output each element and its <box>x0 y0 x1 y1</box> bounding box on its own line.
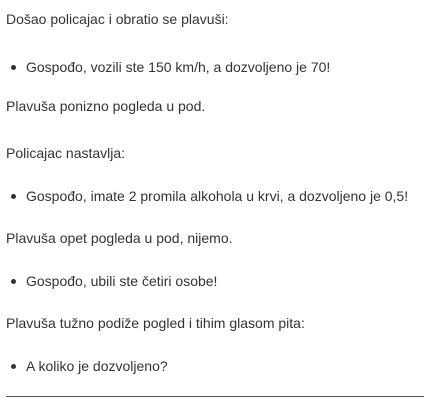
bullet-icon <box>11 364 16 369</box>
list-item-text: A koliko je dozvoljeno? <box>26 358 168 374</box>
paragraph: Došao policajac i obratio se plavuši: <box>6 11 229 27</box>
bullet-icon <box>11 65 16 70</box>
paragraph: Plavuša ponizno pogleda u pod. <box>6 98 206 114</box>
paragraph: Plavuša tužno podiže pogled i tihim glasom pita: <box>6 315 305 331</box>
list-item-text: Gospođo, imate 2 promila alkohola u krvi, a dozvoljeno je 0,5! <box>26 188 409 204</box>
paragraph: Policajac nastavlja: <box>6 145 126 161</box>
list-item-text: Gospođo, vozili ste 150 km/h, a dozvoljeno je 70! <box>26 59 331 75</box>
paragraph: Plavuša opet pogleda u pod, nijemo. <box>6 230 233 246</box>
bullet-icon <box>11 279 16 284</box>
list-item-text: Gospođo, ubili ste četiri osobe! <box>26 273 218 289</box>
bullet-icon <box>11 194 16 199</box>
divider <box>6 396 424 397</box>
